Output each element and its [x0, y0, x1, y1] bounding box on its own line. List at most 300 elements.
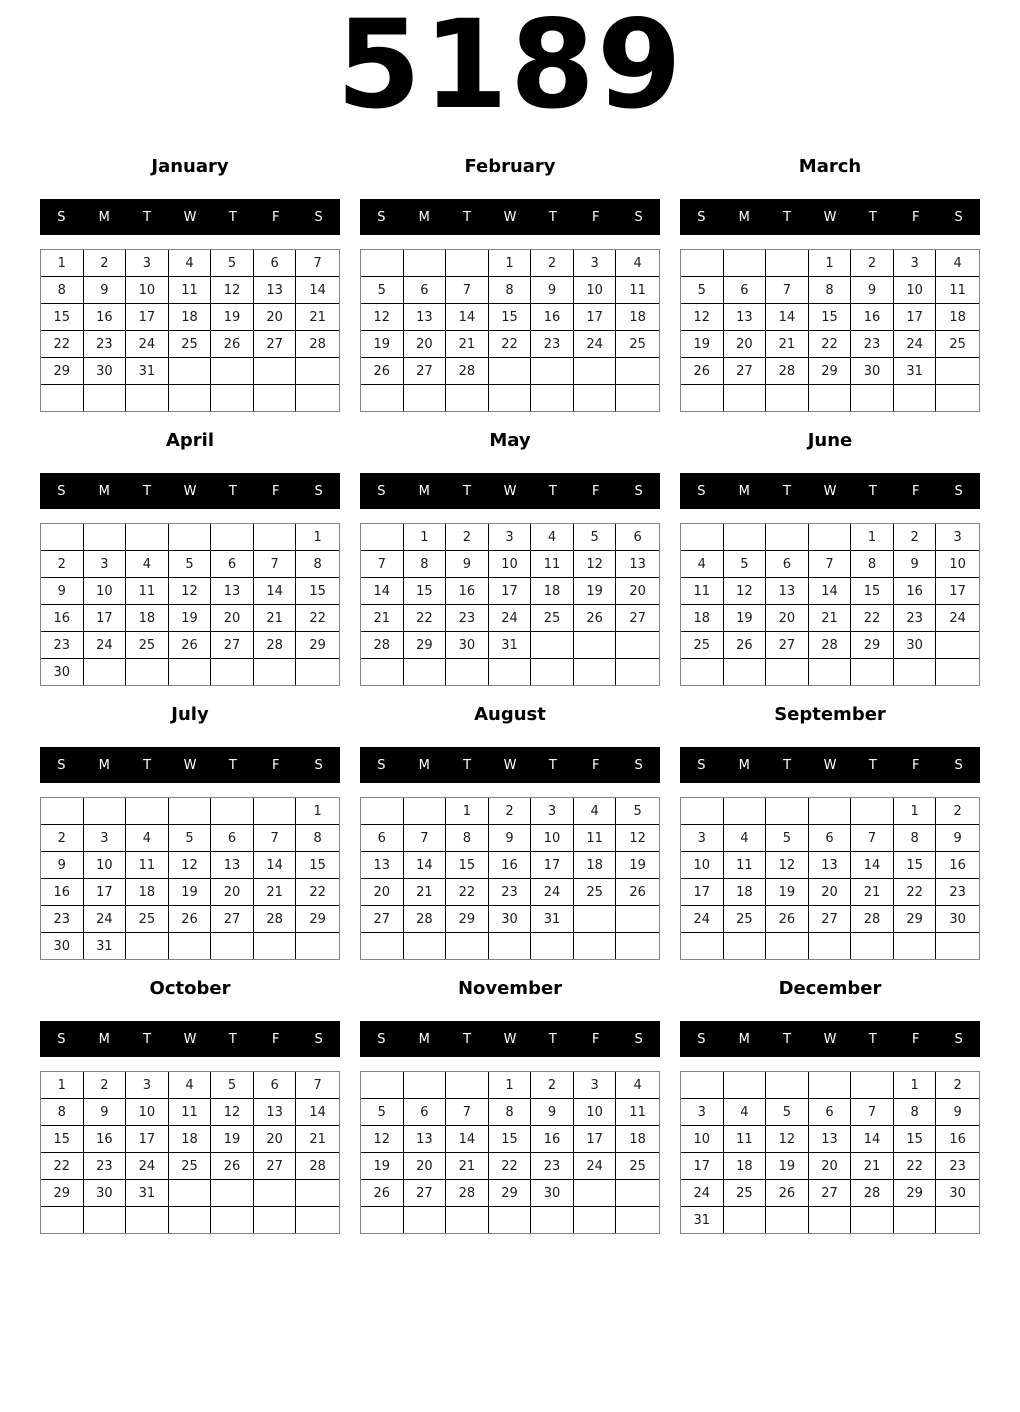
- day-cell: 15: [41, 304, 84, 331]
- day-cell: 10: [936, 551, 979, 578]
- month-name: March: [798, 156, 862, 177]
- day-cell: 28: [851, 906, 894, 933]
- day-cell: [361, 659, 404, 685]
- day-cell: [936, 659, 979, 685]
- day-cell: 22: [404, 605, 447, 632]
- day-cell: 9: [489, 825, 532, 852]
- weekday-label: M: [98, 483, 110, 499]
- day-cell: 9: [41, 578, 84, 605]
- day-cell: 24: [489, 605, 532, 632]
- day-cell: 13: [404, 304, 447, 331]
- day-cell: 12: [211, 277, 254, 304]
- day-cell: [169, 1180, 212, 1207]
- week-row: [681, 632, 979, 659]
- day-cell: 25: [126, 906, 169, 933]
- day-cell: [126, 385, 169, 411]
- day-cell: 20: [404, 1153, 447, 1180]
- week-row: [41, 933, 339, 959]
- day-cell: 11: [724, 852, 767, 879]
- day-cell: [574, 933, 617, 959]
- week-row: [41, 551, 339, 578]
- day-cell: [936, 933, 979, 959]
- day-cell: 29: [296, 632, 339, 659]
- day-cell: 24: [936, 605, 979, 632]
- day-cell: [41, 524, 84, 551]
- day-cell: 6: [404, 277, 447, 304]
- day-cell: 26: [574, 605, 617, 632]
- day-cell: 5: [616, 798, 659, 825]
- day-cell: 14: [296, 277, 339, 304]
- day-cell: [766, 250, 809, 277]
- month-july: [40, 704, 340, 960]
- day-cell: [616, 659, 659, 685]
- day-cell: [404, 385, 447, 411]
- day-cell: [361, 798, 404, 825]
- week-row: [41, 1207, 339, 1233]
- day-cell: 8: [41, 1099, 84, 1126]
- day-cell: 5: [681, 277, 724, 304]
- day-cell: 16: [936, 852, 979, 879]
- day-cell: 1: [894, 1072, 937, 1099]
- day-cell: 9: [84, 1099, 127, 1126]
- day-cell: 10: [531, 825, 574, 852]
- day-cell: 22: [41, 331, 84, 358]
- day-cell: 14: [809, 578, 852, 605]
- weekday-label: T: [143, 483, 152, 499]
- weekday-label: S: [314, 209, 323, 225]
- week-row: [681, 1099, 979, 1126]
- day-cell: 10: [574, 277, 617, 304]
- month-june: [680, 430, 980, 686]
- day-cell: 27: [616, 605, 659, 632]
- day-cell: [211, 1207, 254, 1233]
- day-cell: 1: [894, 798, 937, 825]
- day-cell: [489, 659, 532, 685]
- day-cell: 4: [169, 250, 212, 277]
- day-cell: 23: [84, 1153, 127, 1180]
- week-row: [361, 933, 659, 959]
- day-cell: 7: [296, 250, 339, 277]
- day-cell: 16: [489, 852, 532, 879]
- week-row: [681, 385, 979, 411]
- day-cell: 14: [851, 1126, 894, 1153]
- day-cell: 21: [766, 331, 809, 358]
- day-cell: 17: [574, 1126, 617, 1153]
- day-cell: 15: [894, 1126, 937, 1153]
- day-cell: [404, 1072, 447, 1099]
- day-cell: 22: [851, 605, 894, 632]
- weekday-label: S: [697, 209, 706, 225]
- day-cell: 12: [766, 1126, 809, 1153]
- day-cell: 26: [211, 1153, 254, 1180]
- day-cell: 2: [851, 250, 894, 277]
- day-cell: 27: [254, 1153, 297, 1180]
- day-cell: 20: [211, 879, 254, 906]
- day-cell: 19: [169, 879, 212, 906]
- day-cell: 4: [616, 250, 659, 277]
- day-cell: 15: [296, 578, 339, 605]
- week-row: [681, 879, 979, 906]
- day-cell: [616, 1180, 659, 1207]
- day-cell: 8: [404, 551, 447, 578]
- day-cell: 7: [851, 1099, 894, 1126]
- week-row: [361, 304, 659, 331]
- day-cell: [531, 358, 574, 385]
- day-cell: 27: [724, 358, 767, 385]
- day-grid: [360, 523, 660, 686]
- weekday-label: S: [57, 1031, 66, 1047]
- day-cell: [41, 798, 84, 825]
- day-cell: 23: [489, 879, 532, 906]
- day-cell: 11: [681, 578, 724, 605]
- day-cell: 25: [936, 331, 979, 358]
- day-cell: 30: [894, 632, 937, 659]
- day-cell: [724, 524, 767, 551]
- day-cell: 26: [169, 906, 212, 933]
- day-cell: 31: [681, 1207, 724, 1233]
- day-cell: 15: [851, 578, 894, 605]
- day-cell: [616, 933, 659, 959]
- day-cell: 8: [489, 277, 532, 304]
- day-cell: 14: [254, 578, 297, 605]
- day-cell: 12: [724, 578, 767, 605]
- day-cell: 28: [446, 1180, 489, 1207]
- day-cell: [254, 798, 297, 825]
- day-cell: [169, 358, 212, 385]
- week-row: [41, 1180, 339, 1207]
- day-cell: 17: [936, 578, 979, 605]
- weekday-label: F: [271, 483, 280, 499]
- day-cell: 23: [41, 632, 84, 659]
- day-cell: 2: [84, 1072, 127, 1099]
- week-row: [41, 277, 339, 304]
- day-cell: 22: [809, 331, 852, 358]
- day-cell: 9: [894, 551, 937, 578]
- month-january: [40, 156, 340, 412]
- day-cell: 10: [681, 852, 724, 879]
- day-cell: 1: [809, 250, 852, 277]
- day-cell: 30: [84, 1180, 127, 1207]
- day-cell: 13: [616, 551, 659, 578]
- day-cell: 26: [361, 358, 404, 385]
- day-cell: 1: [404, 524, 447, 551]
- day-cell: [681, 933, 724, 959]
- day-grid: [40, 797, 340, 960]
- month-name: October: [149, 978, 231, 999]
- weekday-label: F: [911, 1031, 920, 1047]
- day-cell: 1: [296, 524, 339, 551]
- week-row: [681, 1153, 979, 1180]
- day-cell: 20: [766, 605, 809, 632]
- day-cell: 17: [531, 852, 574, 879]
- week-row: [41, 825, 339, 852]
- week-row: [41, 605, 339, 632]
- day-cell: 12: [169, 852, 212, 879]
- day-cell: 1: [446, 798, 489, 825]
- weekday-label: M: [98, 1031, 110, 1047]
- day-cell: 15: [894, 852, 937, 879]
- day-cell: 18: [169, 304, 212, 331]
- weekday-label: F: [591, 483, 600, 499]
- day-cell: 6: [254, 250, 297, 277]
- day-cell: 9: [936, 825, 979, 852]
- day-cell: 29: [446, 906, 489, 933]
- day-cell: 2: [41, 825, 84, 852]
- weekday-label: T: [228, 209, 237, 225]
- day-cell: 6: [211, 825, 254, 852]
- day-cell: 28: [254, 632, 297, 659]
- day-cell: 23: [936, 1153, 979, 1180]
- weekday-label: S: [954, 757, 963, 773]
- week-row: [361, 524, 659, 551]
- weekday-label: W: [183, 483, 197, 499]
- month-name: August: [474, 704, 546, 725]
- weekday-header: [680, 747, 980, 783]
- day-cell: 17: [126, 1126, 169, 1153]
- day-cell: 10: [574, 1099, 617, 1126]
- day-cell: 17: [489, 578, 532, 605]
- day-cell: 20: [254, 1126, 297, 1153]
- day-cell: 26: [766, 1180, 809, 1207]
- day-cell: [724, 385, 767, 411]
- day-cell: 2: [936, 798, 979, 825]
- weekday-label: S: [314, 757, 323, 773]
- day-cell: 2: [41, 551, 84, 578]
- day-cell: 30: [531, 1180, 574, 1207]
- day-cell: 16: [851, 304, 894, 331]
- day-cell: 25: [724, 1180, 767, 1207]
- day-cell: 4: [724, 1099, 767, 1126]
- day-cell: 18: [574, 852, 617, 879]
- weekday-label: S: [634, 1031, 643, 1047]
- day-cell: 20: [361, 879, 404, 906]
- day-cell: 9: [41, 852, 84, 879]
- day-grid: [40, 523, 340, 686]
- weekday-label: T: [463, 757, 472, 773]
- day-cell: 23: [851, 331, 894, 358]
- day-cell: 18: [169, 1126, 212, 1153]
- day-cell: 15: [489, 1126, 532, 1153]
- day-cell: 27: [211, 906, 254, 933]
- weekday-label: M: [738, 209, 750, 225]
- day-cell: [84, 385, 127, 411]
- day-cell: [84, 1207, 127, 1233]
- weekday-label: T: [548, 209, 557, 225]
- month-april: [40, 430, 340, 686]
- day-cell: 24: [84, 632, 127, 659]
- day-cell: 11: [531, 551, 574, 578]
- weekday-label: S: [314, 1031, 323, 1047]
- day-cell: 20: [809, 1153, 852, 1180]
- month-may: [360, 430, 660, 686]
- day-cell: [766, 1207, 809, 1233]
- day-cell: 3: [126, 250, 169, 277]
- day-cell: 16: [84, 304, 127, 331]
- day-cell: 26: [724, 632, 767, 659]
- day-cell: 19: [766, 879, 809, 906]
- day-cell: 22: [446, 879, 489, 906]
- week-row: [361, 551, 659, 578]
- day-cell: 25: [169, 1153, 212, 1180]
- weekday-label: S: [954, 209, 963, 225]
- day-grid: [680, 523, 980, 686]
- week-row: [361, 879, 659, 906]
- weekday-label: S: [377, 1031, 386, 1047]
- day-cell: [404, 250, 447, 277]
- day-cell: 8: [489, 1099, 532, 1126]
- day-cell: [211, 1180, 254, 1207]
- week-row: [361, 358, 659, 385]
- week-row: [681, 358, 979, 385]
- day-cell: [894, 1207, 937, 1233]
- day-cell: 13: [254, 277, 297, 304]
- week-row: [41, 1153, 339, 1180]
- weekday-label: F: [911, 483, 920, 499]
- week-row: [681, 1072, 979, 1099]
- day-cell: [766, 798, 809, 825]
- day-cell: 30: [446, 632, 489, 659]
- week-row: [41, 659, 339, 685]
- day-cell: 7: [766, 277, 809, 304]
- day-cell: 14: [296, 1099, 339, 1126]
- day-cell: [126, 1207, 169, 1233]
- day-cell: 14: [851, 852, 894, 879]
- weekday-label: T: [868, 1031, 877, 1047]
- day-cell: [851, 659, 894, 685]
- week-row: [361, 277, 659, 304]
- day-cell: 25: [616, 331, 659, 358]
- day-cell: 14: [254, 852, 297, 879]
- day-cell: 2: [531, 250, 574, 277]
- week-row: [361, 1099, 659, 1126]
- week-row: [361, 825, 659, 852]
- day-cell: 13: [724, 304, 767, 331]
- day-cell: [446, 385, 489, 411]
- day-cell: 12: [681, 304, 724, 331]
- day-cell: 10: [681, 1126, 724, 1153]
- weekday-label: M: [418, 483, 430, 499]
- day-cell: [361, 1207, 404, 1233]
- day-cell: 26: [211, 331, 254, 358]
- day-cell: [361, 1072, 404, 1099]
- day-cell: 17: [681, 879, 724, 906]
- day-cell: [126, 524, 169, 551]
- day-cell: 30: [851, 358, 894, 385]
- weekday-header: [360, 1021, 660, 1057]
- day-cell: 12: [616, 825, 659, 852]
- weekday-label: T: [868, 483, 877, 499]
- day-cell: 17: [681, 1153, 724, 1180]
- day-cell: 16: [446, 578, 489, 605]
- day-cell: 19: [574, 578, 617, 605]
- weekday-label: S: [954, 1031, 963, 1047]
- day-cell: [681, 798, 724, 825]
- day-cell: 30: [41, 933, 84, 959]
- day-cell: 7: [851, 825, 894, 852]
- weekday-label: S: [57, 483, 66, 499]
- day-cell: [724, 250, 767, 277]
- day-cell: 5: [169, 825, 212, 852]
- day-cell: 25: [574, 879, 617, 906]
- day-cell: [809, 1072, 852, 1099]
- day-cell: [296, 385, 339, 411]
- weekday-label: S: [634, 209, 643, 225]
- day-grid: [360, 1071, 660, 1234]
- day-cell: 4: [126, 551, 169, 578]
- day-cell: 31: [126, 358, 169, 385]
- week-row: [41, 1099, 339, 1126]
- day-cell: [126, 659, 169, 685]
- day-cell: 19: [681, 331, 724, 358]
- day-cell: [616, 385, 659, 411]
- day-cell: 14: [446, 1126, 489, 1153]
- day-cell: [851, 1072, 894, 1099]
- day-cell: [681, 385, 724, 411]
- day-cell: 19: [361, 331, 404, 358]
- day-cell: [616, 632, 659, 659]
- day-cell: 7: [446, 1099, 489, 1126]
- day-cell: [489, 358, 532, 385]
- day-cell: 6: [616, 524, 659, 551]
- day-cell: 18: [616, 1126, 659, 1153]
- day-cell: 6: [404, 1099, 447, 1126]
- day-cell: 11: [169, 277, 212, 304]
- day-cell: 17: [894, 304, 937, 331]
- day-cell: [616, 358, 659, 385]
- day-cell: [809, 659, 852, 685]
- day-cell: [126, 933, 169, 959]
- day-cell: [894, 659, 937, 685]
- week-row: [41, 358, 339, 385]
- weekday-label: W: [503, 209, 517, 225]
- day-cell: 6: [211, 551, 254, 578]
- day-cell: [681, 524, 724, 551]
- day-cell: 20: [404, 331, 447, 358]
- day-cell: 30: [84, 358, 127, 385]
- day-cell: 3: [84, 551, 127, 578]
- day-cell: [766, 659, 809, 685]
- day-cell: [41, 1207, 84, 1233]
- day-cell: 3: [126, 1072, 169, 1099]
- day-cell: [254, 385, 297, 411]
- day-cell: 22: [489, 1153, 532, 1180]
- day-cell: [809, 933, 852, 959]
- day-cell: 10: [894, 277, 937, 304]
- day-cell: 5: [766, 1099, 809, 1126]
- day-cell: 27: [809, 906, 852, 933]
- day-cell: [531, 659, 574, 685]
- day-cell: 21: [851, 879, 894, 906]
- day-cell: 21: [809, 605, 852, 632]
- weekday-label: W: [503, 1031, 517, 1047]
- day-cell: 24: [531, 879, 574, 906]
- day-cell: [211, 524, 254, 551]
- weekday-label: M: [738, 757, 750, 773]
- day-cell: 23: [446, 605, 489, 632]
- day-cell: 3: [681, 1099, 724, 1126]
- week-row: [361, 659, 659, 685]
- day-cell: 12: [766, 852, 809, 879]
- day-grid: [680, 1071, 980, 1234]
- weekday-header: [680, 1021, 980, 1057]
- day-cell: [446, 1207, 489, 1233]
- month-name: January: [151, 156, 229, 177]
- day-cell: 4: [724, 825, 767, 852]
- day-cell: 29: [41, 1180, 84, 1207]
- day-cell: [211, 933, 254, 959]
- week-row: [681, 578, 979, 605]
- day-cell: 9: [851, 277, 894, 304]
